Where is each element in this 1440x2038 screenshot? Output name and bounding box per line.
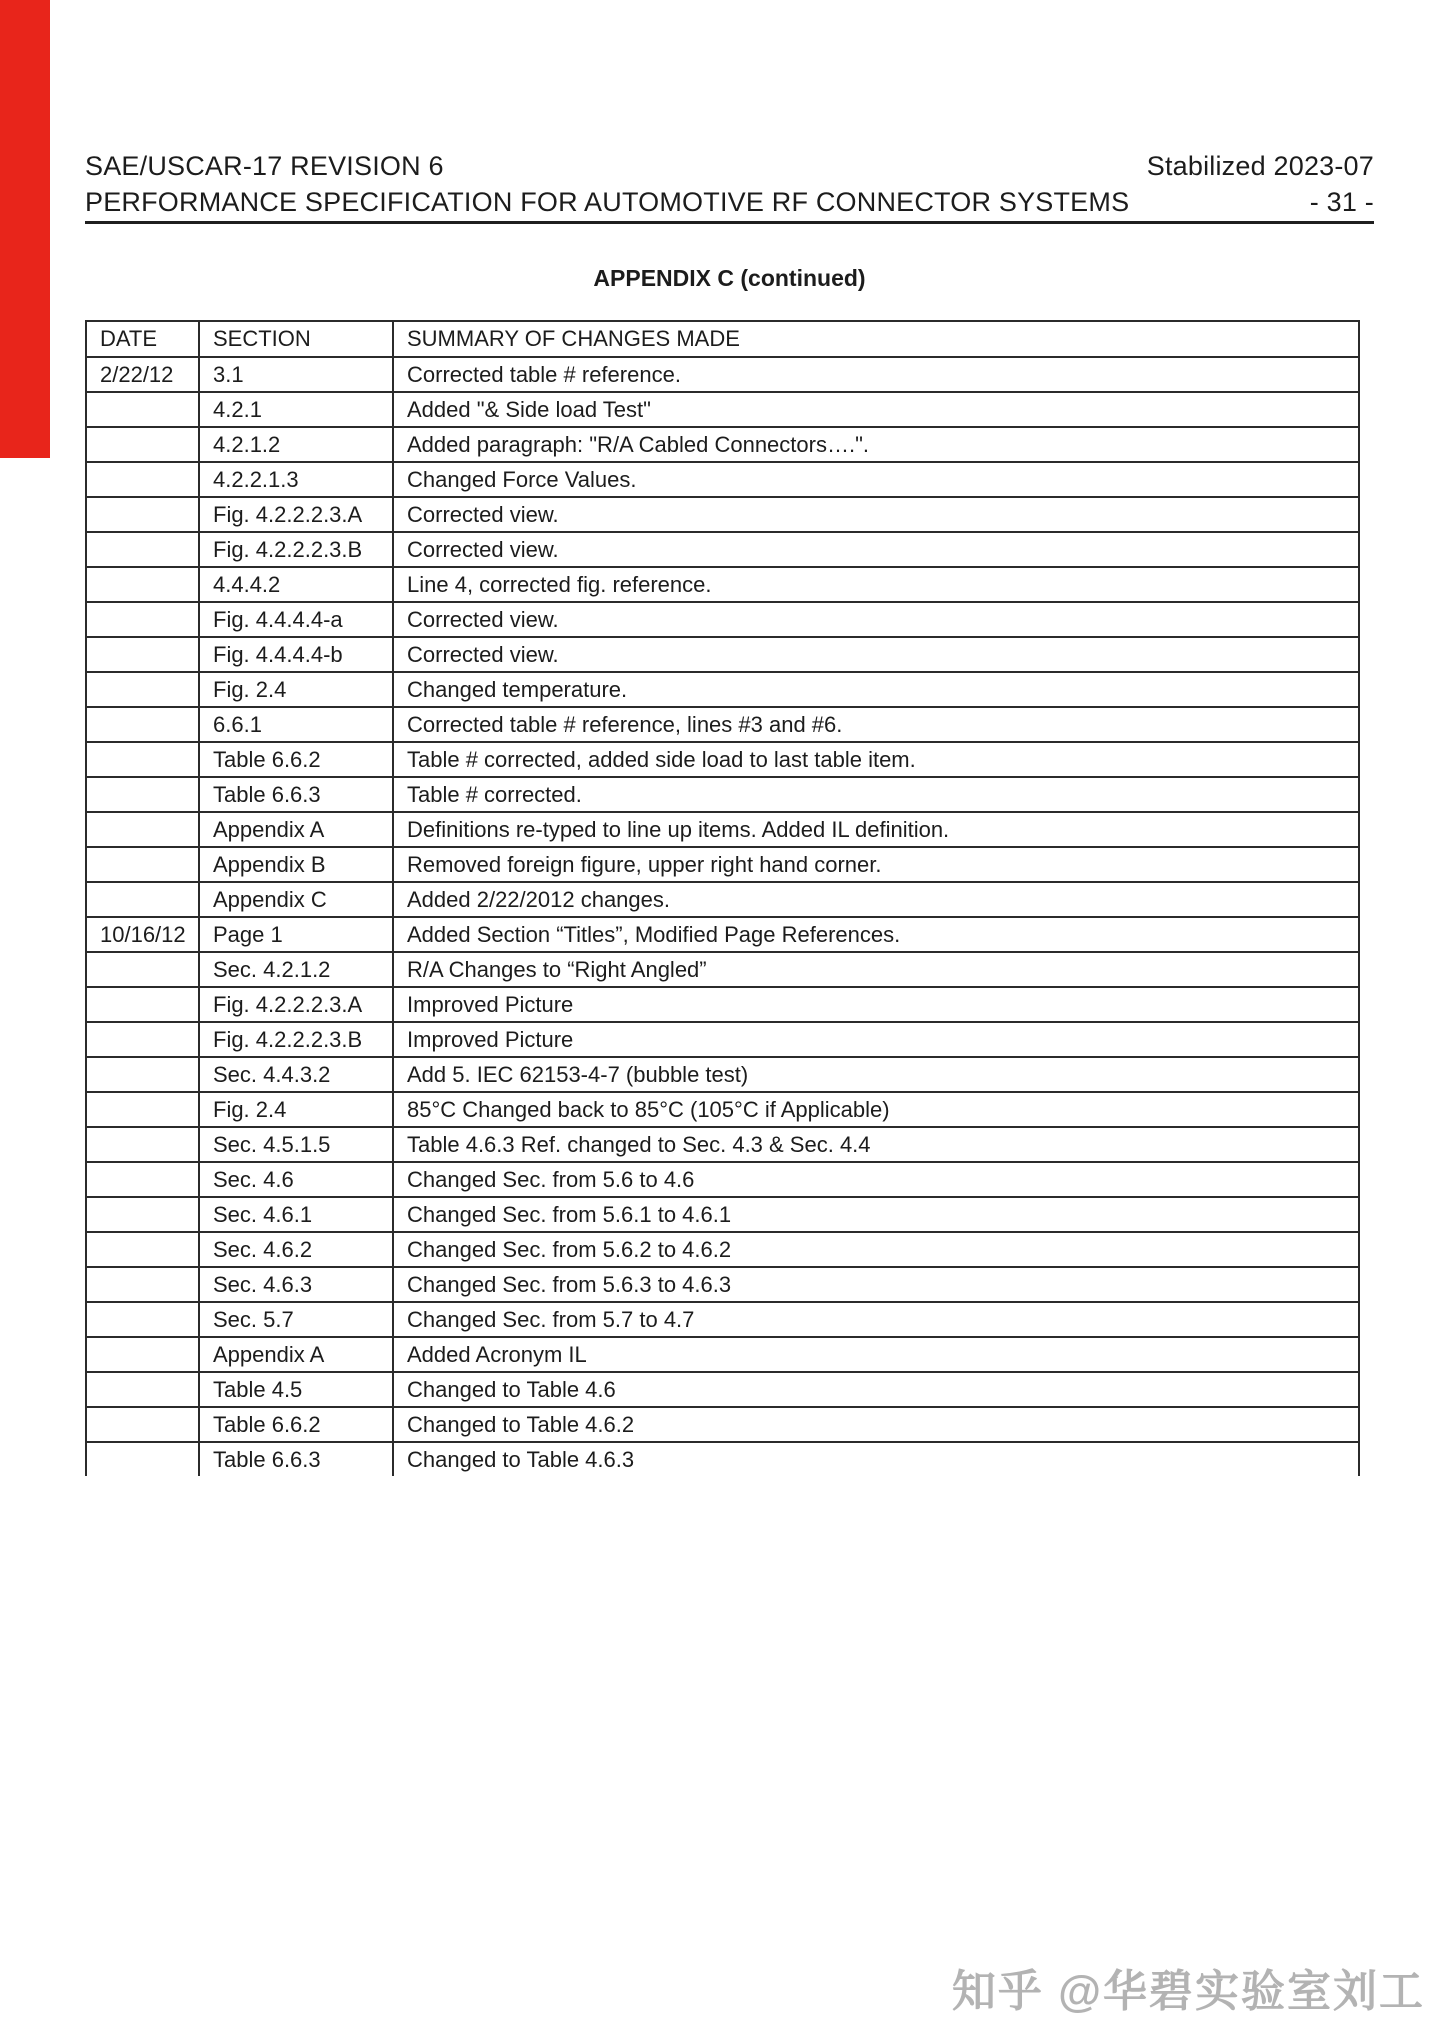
cell-date: 10/16/12 (86, 917, 199, 952)
column-header-section: SECTION (199, 321, 393, 357)
cell-summary: Table # corrected. (393, 777, 1359, 812)
cell-date (86, 1337, 199, 1372)
cell-summary: Improved Picture (393, 987, 1359, 1022)
cell-date (86, 427, 199, 462)
table-row (86, 1372, 1359, 1407)
table-row (86, 462, 1359, 497)
cell-section: 3.1 (199, 357, 393, 392)
cell-section: Sec. 4.2.1.2 (199, 952, 393, 987)
cell-section: Appendix A (199, 1337, 393, 1372)
table-row (86, 672, 1359, 707)
cell-section: Appendix A (199, 812, 393, 847)
table-row (86, 1407, 1359, 1442)
cell-section: Sec. 4.4.3.2 (199, 1057, 393, 1092)
cell-date (86, 1407, 199, 1442)
table-row (86, 952, 1359, 987)
cell-section: Fig. 4.2.2.2.3.B (199, 532, 393, 567)
cell-summary: Corrected view. (393, 532, 1359, 567)
cell-date (86, 637, 199, 672)
cell-date (86, 1372, 199, 1407)
cell-date (86, 462, 199, 497)
cell-date (86, 1022, 199, 1057)
cell-summary: Added "& Side load Test" (393, 392, 1359, 427)
cell-section: Sec. 4.5.1.5 (199, 1127, 393, 1162)
cell-date (86, 1302, 199, 1337)
cell-section: Fig. 4.4.4.4-a (199, 602, 393, 637)
cell-summary: Added 2/22/2012 changes. (393, 882, 1359, 917)
table-row (86, 1442, 1359, 1476)
cell-summary: Table # corrected, added side load to last table item. (393, 742, 1359, 777)
table-row (86, 392, 1359, 427)
cell-section: Page 1 (199, 917, 393, 952)
cell-section: Table 6.6.3 (199, 1442, 393, 1476)
red-margin-bar (0, 0, 50, 458)
cell-section: Sec. 4.6.2 (199, 1232, 393, 1267)
cell-summary: Corrected view. (393, 637, 1359, 672)
cell-date (86, 952, 199, 987)
revision-history-table-container (85, 320, 1358, 1476)
cell-summary: Line 4, corrected fig. reference. (393, 567, 1359, 602)
cell-section: Sec. 4.6 (199, 1162, 393, 1197)
column-header-summary: SUMMARY OF CHANGES MADE (393, 321, 1359, 357)
cell-section: Sec. 5.7 (199, 1302, 393, 1337)
cell-date (86, 1127, 199, 1162)
cell-summary: Changed to Table 4.6.3 (393, 1442, 1359, 1476)
cell-date (86, 392, 199, 427)
cell-section: Table 4.5 (199, 1372, 393, 1407)
cell-summary: Added paragraph: "R/A Cabled Connectors….". (393, 427, 1359, 462)
table-row (86, 1162, 1359, 1197)
cell-summary: Corrected view. (393, 602, 1359, 637)
cell-date (86, 672, 199, 707)
table-row (86, 357, 1359, 392)
cell-section: Table 6.6.2 (199, 742, 393, 777)
table-row (86, 742, 1359, 777)
cell-summary: 85°C Changed back to 85°C (105°C if Applicable) (393, 1092, 1359, 1127)
stabilized-date: Stabilized 2023-07 (1146, 151, 1374, 181)
cell-summary: Removed foreign figure, upper right hand corner. (393, 847, 1359, 882)
header-line-1 (85, 148, 1374, 184)
cell-section: Fig. 4.2.2.2.3.A (199, 497, 393, 532)
table-row (86, 917, 1359, 952)
cell-date (86, 1057, 199, 1092)
table-row (86, 497, 1359, 532)
column-header-date: DATE (86, 321, 199, 357)
table-row (86, 532, 1359, 567)
cell-section: Table 6.6.2 (199, 1407, 393, 1442)
doc-title: PERFORMANCE SPECIFICATION FOR AUTOMOTIVE RF CONNECTOR SYSTEMS (85, 187, 1130, 217)
table-row (86, 707, 1359, 742)
page-header (85, 148, 1374, 220)
header-line-2 (85, 184, 1374, 220)
doc-id: SAE/USCAR-17 REVISION 6 (85, 151, 444, 181)
table-row (86, 1057, 1359, 1092)
table-row (86, 777, 1359, 812)
cell-section: 6.6.1 (199, 707, 393, 742)
cell-section: Fig. 4.2.2.2.3.A (199, 987, 393, 1022)
page-number: - 31 - (1309, 187, 1374, 217)
cell-section: Fig. 2.4 (199, 1092, 393, 1127)
table-row (86, 1302, 1359, 1337)
table-row (86, 1092, 1359, 1127)
cell-date (86, 847, 199, 882)
cell-summary: Added Section “Titles”, Modified Page References. (393, 917, 1359, 952)
cell-summary: Changed to Table 4.6.2 (393, 1407, 1359, 1442)
cell-section: 4.2.1.2 (199, 427, 393, 462)
cell-date (86, 1092, 199, 1127)
table-row (86, 987, 1359, 1022)
table-row (86, 882, 1359, 917)
cell-date (86, 602, 199, 637)
section-title: APPENDIX C (continued) (593, 265, 866, 291)
cell-summary: Changed temperature. (393, 672, 1359, 707)
cell-summary: Definitions re-typed to line up items. Added IL definition. (393, 812, 1359, 847)
cell-summary: Changed Sec. from 5.6.3 to 4.6.3 (393, 1267, 1359, 1302)
cell-summary: Added Acronym IL (393, 1337, 1359, 1372)
cell-date (86, 987, 199, 1022)
table-row (86, 567, 1359, 602)
cell-summary: Changed Force Values. (393, 462, 1359, 497)
table-row (86, 1267, 1359, 1302)
cell-summary: Changed Sec. from 5.6 to 4.6 (393, 1162, 1359, 1197)
cell-section: Sec. 4.6.1 (199, 1197, 393, 1232)
table-row (86, 847, 1359, 882)
cell-summary: Table 4.6.3 Ref. changed to Sec. 4.3 & Sec. 4.4 (393, 1127, 1359, 1162)
cell-summary: Corrected table # reference. (393, 357, 1359, 392)
table-row (86, 1337, 1359, 1372)
cell-summary: Changed Sec. from 5.6.2 to 4.6.2 (393, 1232, 1359, 1267)
table-row (86, 1127, 1359, 1162)
cell-section: Appendix C (199, 882, 393, 917)
cell-summary: Changed to Table 4.6 (393, 1372, 1359, 1407)
cell-section: Sec. 4.6.3 (199, 1267, 393, 1302)
cell-date (86, 777, 199, 812)
cell-section: 4.2.2.1.3 (199, 462, 393, 497)
table-row (86, 427, 1359, 462)
cell-date (86, 882, 199, 917)
changes-table-body (86, 357, 1359, 1476)
cell-date (86, 742, 199, 777)
cell-summary: Changed Sec. from 5.7 to 4.7 (393, 1302, 1359, 1337)
cell-section: Fig. 4.2.2.2.3.B (199, 1022, 393, 1057)
cell-section: Fig. 4.4.4.4-b (199, 637, 393, 672)
cell-date (86, 497, 199, 532)
cell-summary: Changed Sec. from 5.6.1 to 4.6.1 (393, 1197, 1359, 1232)
table-row (86, 1022, 1359, 1057)
cell-section: Fig. 2.4 (199, 672, 393, 707)
table-header-row (86, 321, 1359, 357)
revision-history-table (85, 320, 1360, 1476)
cell-date (86, 1162, 199, 1197)
cell-date (86, 1232, 199, 1267)
cell-summary: Improved Picture (393, 1022, 1359, 1057)
cell-date: 2/22/12 (86, 357, 199, 392)
cell-date (86, 1442, 199, 1476)
cell-date (86, 707, 199, 742)
cell-section: 4.4.4.2 (199, 567, 393, 602)
cell-date (86, 532, 199, 567)
watermark-text: 知乎 @华碧实验室刘工 (951, 1967, 1425, 2016)
cell-date (86, 812, 199, 847)
table-row (86, 1232, 1359, 1267)
cell-date (86, 1267, 199, 1302)
cell-date (86, 567, 199, 602)
table-row (86, 1197, 1359, 1232)
cell-summary: Corrected view. (393, 497, 1359, 532)
cell-section: Appendix B (199, 847, 393, 882)
cell-section: Table 6.6.3 (199, 777, 393, 812)
cell-summary: Corrected table # reference, lines #3 and #6. (393, 707, 1359, 742)
cell-section: 4.2.1 (199, 392, 393, 427)
table-row (86, 602, 1359, 637)
cell-summary: Add 5. IEC 62153-4-7 (bubble test) (393, 1057, 1359, 1092)
table-row (86, 812, 1359, 847)
header-underline (85, 221, 1374, 224)
cell-date (86, 1197, 199, 1232)
table-row (86, 637, 1359, 672)
cell-summary: R/A Changes to “Right Angled” (393, 952, 1359, 987)
